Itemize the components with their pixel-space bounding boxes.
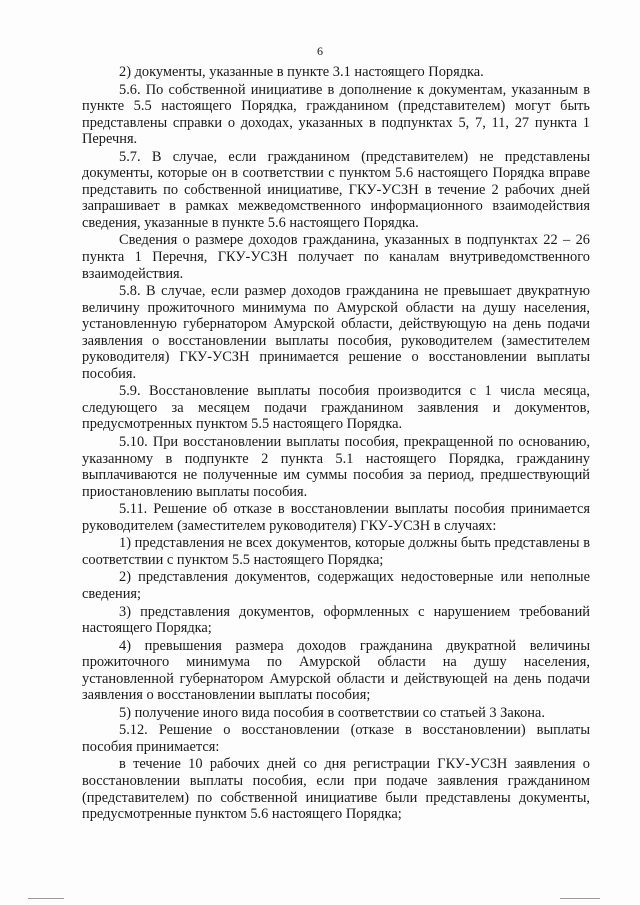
paragraph-5-12: 5.12. Решение о восстановлении (отказе в восстановлении) выплаты пособия принимается: — [82, 722, 590, 755]
scan-edge-mark-right — [560, 898, 600, 899]
paragraph-5-8: 5.8. В случае, если размер доходов гражданина не превышает двукратную величину прожиточного минимума по Амурской области на душу населения, установленную губернатором Амурской области, действующую на день подачи заявления о восстановлении выплаты пособия, руководителем (заместителем руководителя) ГКУ-УСЗН принимается решение о восстановлении выплаты пособия. — [82, 283, 590, 382]
paragraph-documents-3-1: 2) документы, указанные в пункте 3.1 настоящего Порядка. — [119, 64, 484, 80]
paragraph-10-days: в течение 10 рабочих дней со дня регистрации ГКУ-УСЗН заявления о восстановлении выплаты пособия, если при подаче заявления гражданином (представителем) по собственной инициативе были представлены документы, предусмотренные пунктом 5.6 настоящего Порядка; — [82, 756, 590, 823]
paragraph-5-11: 5.11. Решение об отказе в восстановлении выплаты пособия принимается руководителем (заместителем руководителя) ГКУ-УСЗН в случаях: — [82, 501, 590, 534]
page-number: 6 — [317, 44, 323, 58]
paragraph-income-info: Сведения о размере доходов гражданина, указанных в подпунктах 22 – 26 пункта 1 Перечня, ГКУ-УСЗН получает по каналам внутриведомственного взаимодействия. — [82, 232, 590, 282]
paragraph-5-7: 5.7. В случае, если гражданином (представителем) не представлены документы, которые он в соответствии с пунктом 5.6 настоящего Порядка вправе представить по собственной инициативе, ГКУ-УСЗН в течение 2 рабочих дней запрашивает в рамках межведомственного информационного взаимодействия сведения, указанные в пункте 5.6 настоящего Порядка. — [82, 148, 590, 231]
paragraph-5-9: 5.9. Восстановление выплаты пособия производится с 1 числа месяца, следующего за месяцем подачи гражданином заявления и документов, предусмотренных пунктом 5.5 настоящего Порядка. — [82, 383, 590, 433]
paragraph-5-10: 5.10. При восстановлении выплаты пособия, прекращенной по основанию, указанному в подпункте 2 пункта 5.1 настоящего Порядка, гражданину выплачиваются не полученные им суммы пособия за период, предшествующий приостановлению выплаты пособия. — [82, 434, 590, 500]
list-item-4: 4) превышения размера доходов гражданина двукратной величины прожиточного минимума по Амурской области на душу населения, установленной губернатором Амурской области и действующей на день подачи заявления о восстановлении выплаты пособия; — [82, 637, 590, 704]
list-item-1: 1) представления не всех документов, которые должны быть представлены в соответствии с пунктом 5.5 настоящего Порядка; — [82, 535, 590, 568]
document-body — [82, 64, 590, 823]
paragraph-5-6: 5.6. По собственной инициативе в дополнение к документам, указанным в пункте 5.5 настоящего Порядка, гражданином (представителем) могут быть представлены справки о доходах, указанных в подпунктах 5, 7, 11, 27 пункта 1 Перечня. — [82, 81, 590, 148]
list-item-5: 5) получение иного вида пособия в соответствии со статьей 3 Закона. — [119, 704, 545, 721]
list-item-2: 2) представления документов, содержащих недостоверные или неполные сведения; — [82, 569, 590, 602]
scan-edge-mark-left — [28, 898, 64, 899]
list-item-3: 3) представления документов, оформленных с нарушением требований настоящего Порядка; — [82, 603, 590, 637]
